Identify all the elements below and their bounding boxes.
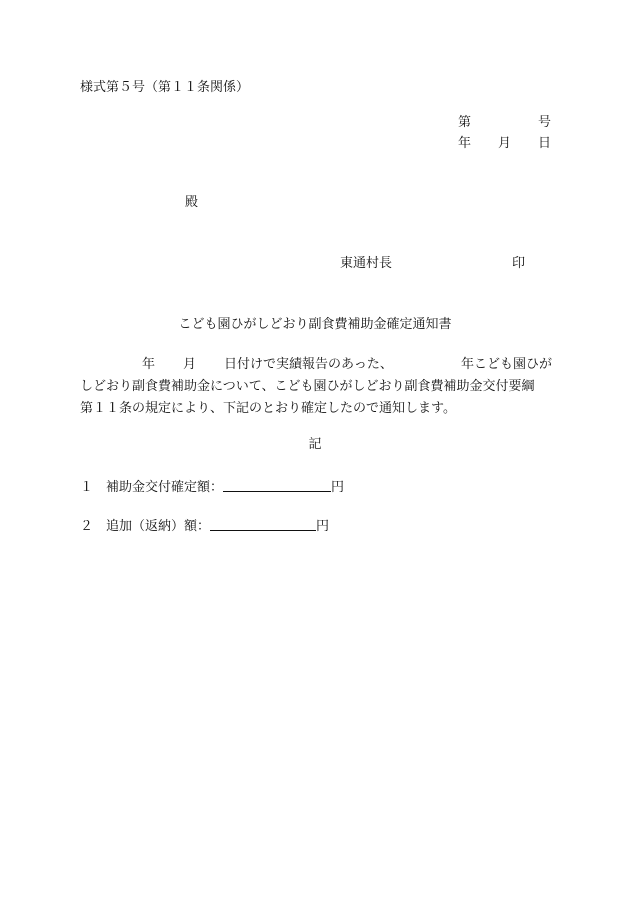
body-year-prefix: 年こども園ひが — [460, 357, 552, 372]
issuer-name: 東通村長 — [340, 256, 393, 271]
document-number-suffix: 号 — [537, 115, 551, 130]
ki-heading: 記 — [308, 437, 322, 452]
amount-blank-line — [210, 518, 316, 531]
item-number: ２ — [80, 519, 94, 534]
item-number: １ — [80, 480, 94, 495]
document-number-prefix: 第 — [458, 115, 472, 130]
amount-blank-line — [223, 479, 331, 492]
item-unit: 円 — [316, 519, 330, 534]
date-year: 年 — [458, 136, 472, 151]
body-line-2: しどおり副食費補助金について、こども園ひがしどおり副食費補助金交付要綱 — [80, 379, 535, 394]
document-title: こども園ひがしどおり副食費補助金確定通知書 — [178, 317, 452, 332]
item-confirmed-amount — [80, 479, 344, 494]
item-unit: 円 — [331, 480, 345, 495]
date-day: 日 — [537, 136, 551, 151]
item-label: 補助金交付確定額： — [106, 480, 224, 495]
date-month: 月 — [497, 136, 511, 151]
body-date-suffix: 日付けで実績報告のあった、 — [224, 357, 393, 372]
item-additional-amount — [80, 518, 329, 533]
body-line-1-left — [80, 354, 393, 376]
document-number — [458, 116, 551, 129]
body-paragraph — [80, 354, 552, 420]
issuer-seal: 印 — [512, 256, 526, 271]
body-year: 年 — [142, 357, 156, 372]
addressee-honorific: 殿 — [185, 195, 199, 210]
body-line-1 — [80, 354, 552, 376]
body-month: 月 — [183, 357, 197, 372]
item-label: 追加（返納）額： — [106, 519, 211, 534]
document-date — [458, 137, 551, 150]
body-line-3: 第１１条の規定により、下記のとおり確定したので通知します。 — [80, 401, 456, 416]
form-number: 様式第５号（第１１条関係） — [80, 80, 250, 95]
